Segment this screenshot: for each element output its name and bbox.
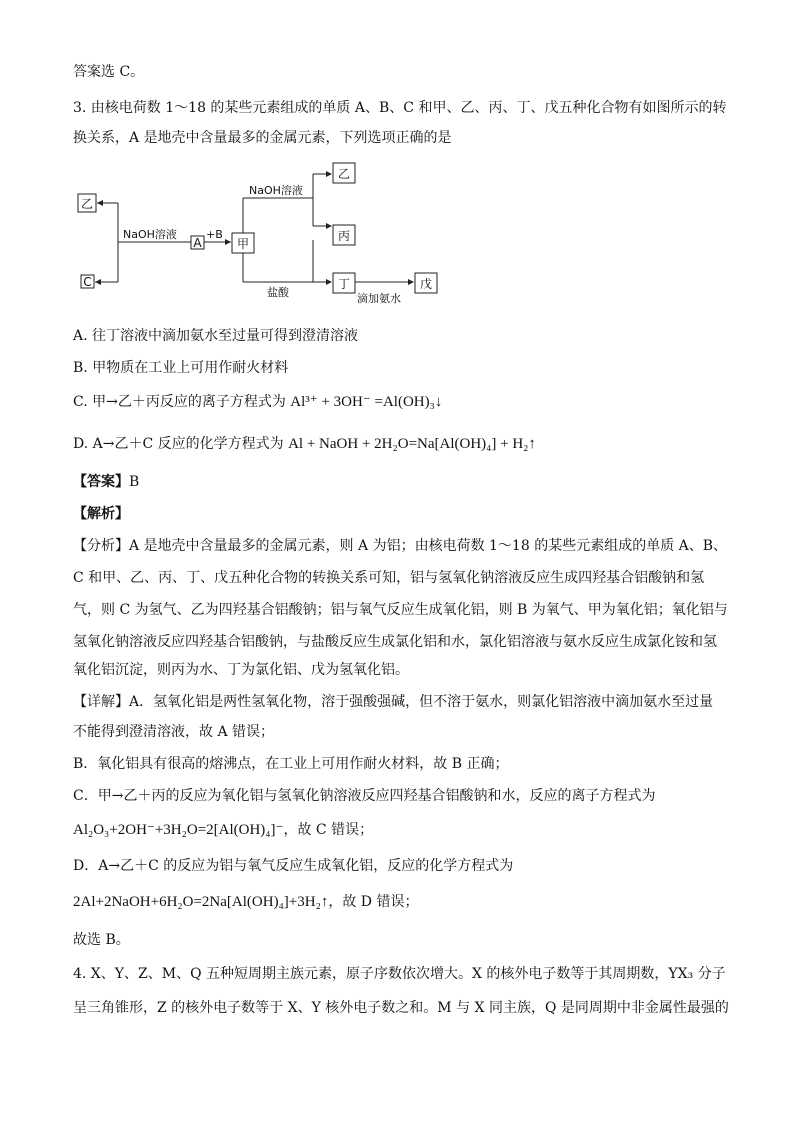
fenxi-line2: C 和甲、乙、丙、丁、戊五种化合物的转换关系可知，铝与氢氧化钠溶液反应生成四羟基合铝酸钠和氢	[73, 570, 705, 586]
xiangjie-line2: 不能得到澄清溶液，故 A 错误；	[73, 724, 275, 740]
xiangjie-line8: 故选 B。	[73, 932, 130, 948]
fenxi-line4: 氢氧化钠溶液反应四羟基合铝酸钠，与盐酸反应生成氯化铝和水，氯化铝溶液与氨水反应生成氯化铵和氢	[73, 634, 717, 650]
fenxi-line1: 【分析】A 是地壳中含量最多的金属元素，则 A 为铝；由核电荷数 1～18 的某些元素组成的单质 A、B、	[73, 538, 728, 554]
option-d-equation: Al + NaOH + 2H₂O=Na[Al(OH)₄] + H₂↑	[288, 436, 536, 452]
box-a-text: A	[193, 236, 202, 250]
xiangjie-line7	[73, 892, 418, 912]
xiangjie-line1: 【详解】A．氢氧化铝是两性氢氧化物，溶于强酸强碱，但不溶于氨水，则氯化铝溶液中滴加氨水至过量	[73, 694, 714, 710]
option-b: B. 甲物质在工业上可用作耐火材料	[73, 360, 289, 376]
box-c-left-text: C	[83, 275, 92, 289]
option-c	[73, 392, 442, 412]
box-yi-left-text: 乙	[80, 197, 94, 211]
fenxi-line5: 氧化铝沉淀，则丙为水、丁为氯化铝、戊为氢氧化铝。	[73, 662, 409, 678]
q3-stem-line2: 换关系，A 是地壳中含量最多的金属元素，下列选项正确的是	[73, 130, 452, 146]
analysis-tag: 【解析】	[73, 506, 129, 522]
answer-prev: 答案选 C。	[73, 64, 145, 80]
answer-value: B	[129, 474, 140, 490]
box-jia-text: 甲	[236, 237, 250, 251]
option-d-text: D. A→乙＋C 反应的化学方程式为	[73, 436, 284, 452]
option-a: A. 往丁溶液中滴加氨水至过量可得到澄清溶液	[73, 328, 359, 344]
xiangjie-line4: C．甲→乙＋丙的反应为氧化铝与氢氧化钠溶液反应四羟基合铝酸钠和水，反应的离子方程式为	[73, 788, 656, 804]
box-yi-right-text: 乙	[337, 167, 351, 181]
option-c-text: C. 甲→乙＋丙反应的离子方程式为	[73, 394, 286, 410]
label-naoh-left: NaOH溶液	[123, 228, 177, 241]
q3-stem-line1: 3. 由核电荷数 1～18 的某些元素组成的单质 A、B、C 和甲、乙、丙、丁、戊五种化合物有如图所示的转	[73, 100, 727, 116]
fenxi-line3: 气，则 C 为氢气、乙为四羟基合铝酸钠；铝与氧气反应生成氧化铝，则 B 为氧气、甲为氧化铝；氧化铝与	[73, 602, 728, 618]
q4-stem-line2: 呈三角锥形，Z 的核外电子数等于 X、Y 核外电子数之和。M 与 X 同主族，Q 是同周期中非金属性最强的	[73, 1000, 729, 1016]
label-nh3: 滴加氨水	[357, 292, 401, 305]
answer-line	[73, 472, 139, 492]
box-ding-text: 丁	[337, 277, 351, 291]
xiangjie-line5	[73, 820, 373, 840]
q4-stem-line1: 4. X、Y、Z、M、Q 五种短周期主族元素，原子序数依次增大。X 的核外电子数等于其周期数，YX₃ 分子	[73, 966, 726, 982]
box-bing-text: 丙	[337, 229, 351, 243]
answer-tag: 【答案】	[73, 474, 129, 490]
label-plus-b: +B	[206, 228, 223, 241]
xiangjie-line6: D．A→乙＋C 的反应为铝与氧气反应生成氧化铝，反应的化学方程式为	[73, 858, 514, 874]
box-wu-text: 戊	[419, 277, 433, 291]
label-naoh-right: NaOH溶液	[249, 184, 303, 197]
xiangjie-c-verdict: ，故 C 错误；	[283, 822, 374, 838]
conversion-diagram	[73, 158, 453, 308]
label-hcl: 盐酸	[267, 286, 289, 299]
xiangjie-eq-c: Al₂O₃+2OH⁻+3H₂O=2[Al(OH)₄]⁻	[73, 822, 284, 838]
option-c-equation: Al³⁺ + 3OH⁻ =Al(OH)₃↓	[290, 394, 443, 410]
option-d	[73, 434, 536, 454]
xiangjie-d-verdict: ，故 D 错误；	[328, 894, 419, 910]
xiangjie-line3: B．氧化铝具有很高的熔沸点，在工业上可用作耐火材料，故 B 正确；	[73, 756, 509, 772]
xiangjie-eq-d: 2Al+2NaOH+6H₂O=2Na[Al(OH)₄]+3H₂↑	[73, 894, 329, 910]
